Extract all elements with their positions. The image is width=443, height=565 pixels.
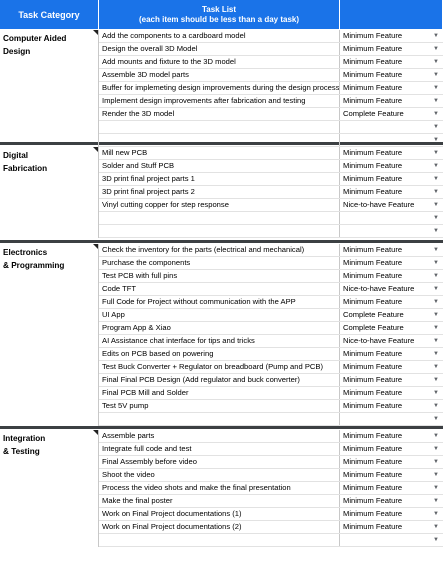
task-cell[interactable]: Buffer for implemeting design improvements during the design process xyxy=(99,82,340,94)
priority-value: Minimum Feature xyxy=(343,245,403,254)
chevron-down-icon[interactable]: ▼ xyxy=(433,163,439,169)
chevron-down-icon[interactable]: ▼ xyxy=(433,46,439,52)
priority-value: Minimum Feature xyxy=(343,271,403,280)
priority-dropdown[interactable] xyxy=(340,534,443,546)
chevron-down-icon[interactable]: ▼ xyxy=(433,111,439,117)
priority-value: Minimum Feature xyxy=(343,457,403,466)
table-row xyxy=(99,147,443,160)
priority-value: Nice-to-have Feature xyxy=(343,284,415,293)
task-cell[interactable] xyxy=(99,413,340,425)
task-cell[interactable] xyxy=(99,134,340,146)
priority-dropdown[interactable] xyxy=(340,335,443,347)
table-row xyxy=(99,335,443,348)
priority-dropdown[interactable] xyxy=(340,443,443,455)
chevron-down-icon[interactable]: ▼ xyxy=(433,446,439,452)
table-row xyxy=(99,400,443,413)
table-row xyxy=(99,257,443,270)
priority-dropdown[interactable] xyxy=(340,270,443,282)
task-cell[interactable]: Design the overall 3D Model xyxy=(99,43,340,55)
priority-value: Minimum Feature xyxy=(343,258,403,267)
section-separator xyxy=(0,426,443,429)
priority-dropdown[interactable] xyxy=(340,56,443,68)
chevron-down-icon[interactable]: ▼ xyxy=(433,137,439,143)
priority-value: Minimum Feature xyxy=(343,470,403,479)
task-section xyxy=(0,30,443,147)
priority-value: Minimum Feature xyxy=(343,174,403,183)
note-marker-icon[interactable] xyxy=(93,147,98,152)
priority-dropdown[interactable] xyxy=(340,296,443,308)
chevron-down-icon[interactable]: ▼ xyxy=(433,537,439,543)
chevron-down-icon[interactable]: ▼ xyxy=(433,72,439,78)
task-rows xyxy=(99,244,443,426)
table-row xyxy=(99,270,443,283)
chevron-down-icon[interactable]: ▼ xyxy=(433,176,439,182)
task-cell[interactable]: Add mounts and fixture to the 3D model xyxy=(99,56,340,68)
chevron-down-icon[interactable]: ▼ xyxy=(433,377,439,383)
table-row xyxy=(99,348,443,361)
task-cell[interactable]: Assemble 3D model parts xyxy=(99,69,340,81)
priority-value: Minimum Feature xyxy=(343,297,403,306)
priority-value: Nice-to-have Feature xyxy=(343,336,415,345)
task-cell[interactable]: Work on Final Project documentations (1) xyxy=(99,508,340,520)
priority-dropdown[interactable] xyxy=(340,186,443,198)
priority-dropdown[interactable] xyxy=(340,108,443,120)
table-row xyxy=(99,56,443,69)
note-marker-icon[interactable] xyxy=(93,244,98,249)
table-row xyxy=(99,430,443,443)
priority-dropdown[interactable] xyxy=(340,374,443,386)
table-row xyxy=(99,456,443,469)
task-cell[interactable]: Test PCB with full pins xyxy=(99,270,340,282)
priority-dropdown[interactable] xyxy=(340,244,443,256)
priority-dropdown[interactable] xyxy=(340,387,443,399)
chevron-down-icon[interactable]: ▼ xyxy=(433,472,439,478)
priority-value: Minimum Feature xyxy=(343,522,403,531)
column-header-task-list[interactable] xyxy=(99,0,340,29)
priority-dropdown[interactable] xyxy=(340,82,443,94)
task-cell[interactable]: Edits on PCB based on powering xyxy=(99,348,340,360)
chevron-down-icon[interactable]: ▼ xyxy=(433,189,439,195)
column-header-priority[interactable] xyxy=(340,0,443,29)
task-cell[interactable]: Shoot the video xyxy=(99,469,340,481)
task-cell[interactable] xyxy=(99,534,340,546)
priority-dropdown[interactable] xyxy=(340,69,443,81)
chevron-down-icon[interactable]: ▼ xyxy=(433,85,439,91)
chevron-down-icon[interactable]: ▼ xyxy=(433,433,439,439)
priority-value: Minimum Feature xyxy=(343,496,403,505)
task-cell[interactable]: Program App & Xiao xyxy=(99,322,340,334)
category-cell[interactable] xyxy=(0,430,99,547)
priority-value: Complete Feature xyxy=(343,310,404,319)
table-row xyxy=(99,134,443,147)
chevron-down-icon[interactable]: ▼ xyxy=(433,202,439,208)
chevron-down-icon[interactable]: ▼ xyxy=(433,286,439,292)
task-cell[interactable]: 3D print final project parts 2 xyxy=(99,186,340,198)
chevron-down-icon[interactable]: ▼ xyxy=(433,416,439,422)
table-row xyxy=(99,387,443,400)
category-cell[interactable] xyxy=(0,147,99,238)
priority-dropdown[interactable] xyxy=(340,456,443,468)
chevron-down-icon[interactable]: ▼ xyxy=(433,150,439,156)
table-row xyxy=(99,495,443,508)
task-cell[interactable]: Code TFT xyxy=(99,283,340,295)
chevron-down-icon[interactable]: ▼ xyxy=(433,215,439,221)
priority-value: Minimum Feature xyxy=(343,148,403,157)
priority-value: Minimum Feature xyxy=(343,349,403,358)
priority-dropdown[interactable] xyxy=(340,348,443,360)
chevron-down-icon[interactable]: ▼ xyxy=(433,59,439,65)
task-section xyxy=(0,147,443,238)
chevron-down-icon[interactable]: ▼ xyxy=(433,403,439,409)
task-cell[interactable]: Assemble parts xyxy=(99,430,340,442)
priority-value: Complete Feature xyxy=(343,109,404,118)
priority-dropdown[interactable] xyxy=(340,95,443,107)
task-category-label: Task Category xyxy=(18,9,80,20)
priority-dropdown[interactable] xyxy=(340,400,443,412)
priority-dropdown[interactable] xyxy=(340,134,443,146)
priority-dropdown[interactable] xyxy=(340,147,443,159)
priority-value: Minimum Feature xyxy=(343,161,403,170)
task-cell[interactable]: Add the components to a cardboard model xyxy=(99,30,340,42)
priority-value: Minimum Feature xyxy=(343,362,403,371)
task-rows xyxy=(99,430,443,547)
chevron-down-icon[interactable]: ▼ xyxy=(433,299,439,305)
table-row xyxy=(99,225,443,238)
task-cell[interactable] xyxy=(99,212,340,224)
column-header-task-category[interactable] xyxy=(0,0,99,29)
priority-dropdown[interactable] xyxy=(340,495,443,507)
priority-dropdown[interactable] xyxy=(340,309,443,321)
priority-dropdown[interactable] xyxy=(340,225,443,237)
table-row xyxy=(99,186,443,199)
priority-dropdown[interactable] xyxy=(340,199,443,211)
category-label: Computer Aided Design xyxy=(3,34,67,56)
chevron-down-icon[interactable]: ▼ xyxy=(433,364,439,370)
table-row xyxy=(99,361,443,374)
task-cell[interactable]: Test Buck Converter + Regulator on breadboard (Pump and PCB) xyxy=(99,361,340,373)
chevron-down-icon[interactable]: ▼ xyxy=(433,33,439,39)
task-cell[interactable]: Make the final poster xyxy=(99,495,340,507)
priority-value: Minimum Feature xyxy=(343,401,403,410)
priority-value: Minimum Feature xyxy=(343,509,403,518)
category-label: Digital Fabrication xyxy=(3,151,48,173)
priority-dropdown[interactable] xyxy=(340,430,443,442)
category-cell[interactable] xyxy=(0,30,99,147)
priority-value: Minimum Feature xyxy=(343,70,403,79)
priority-value: Minimum Feature xyxy=(343,388,403,397)
chevron-down-icon[interactable]: ▼ xyxy=(433,228,439,234)
priority-value: Minimum Feature xyxy=(343,44,403,53)
task-cell[interactable]: Full Code for Project without communication with the APP xyxy=(99,296,340,308)
table-row xyxy=(99,322,443,335)
table-row xyxy=(99,108,443,121)
chevron-down-icon[interactable]: ▼ xyxy=(433,247,439,253)
task-cell[interactable]: Purchase the components xyxy=(99,257,340,269)
priority-value: Minimum Feature xyxy=(343,187,403,196)
chevron-down-icon[interactable]: ▼ xyxy=(433,524,439,530)
task-list-subtitle: (each item should be less than a day task) xyxy=(138,14,300,24)
table-row xyxy=(99,469,443,482)
table-row xyxy=(99,30,443,43)
table-row xyxy=(99,296,443,309)
table-row xyxy=(99,482,443,495)
header-row xyxy=(0,0,443,29)
task-cell[interactable]: Integrate full code and test xyxy=(99,443,340,455)
category-label: Integration & Testing xyxy=(3,434,46,456)
task-rows xyxy=(99,30,443,147)
table-row xyxy=(99,374,443,387)
task-rows xyxy=(99,147,443,238)
chevron-down-icon[interactable]: ▼ xyxy=(433,98,439,104)
priority-value: Nice-to-have Feature xyxy=(343,200,415,209)
task-cell[interactable]: Implement design improvements after fabrication and testing xyxy=(99,95,340,107)
table-row xyxy=(99,521,443,534)
priority-value: Complete Feature xyxy=(343,323,404,332)
table-row xyxy=(99,508,443,521)
task-cell[interactable] xyxy=(99,225,340,237)
table-row xyxy=(99,212,443,225)
task-cell[interactable]: Work on Final Project documentations (2) xyxy=(99,521,340,533)
table-row xyxy=(99,69,443,82)
chevron-down-icon[interactable]: ▼ xyxy=(433,498,439,504)
priority-dropdown[interactable] xyxy=(340,30,443,42)
table-row xyxy=(99,199,443,212)
task-cell[interactable]: Solder and Stuff PCB xyxy=(99,160,340,172)
priority-value: Minimum Feature xyxy=(343,96,403,105)
chevron-down-icon[interactable]: ▼ xyxy=(433,390,439,396)
priority-dropdown[interactable] xyxy=(340,508,443,520)
priority-dropdown[interactable] xyxy=(340,413,443,425)
priority-dropdown[interactable] xyxy=(340,521,443,533)
table-row xyxy=(99,283,443,296)
priority-dropdown[interactable] xyxy=(340,257,443,269)
task-cell[interactable] xyxy=(99,121,340,133)
priority-dropdown[interactable] xyxy=(340,482,443,494)
priority-dropdown[interactable] xyxy=(340,43,443,55)
table-row xyxy=(99,413,443,426)
task-cell[interactable]: Final Assembly before video xyxy=(99,456,340,468)
priority-dropdown[interactable] xyxy=(340,469,443,481)
task-cell[interactable]: Final PCB Mill and Solder xyxy=(99,387,340,399)
chevron-down-icon[interactable]: ▼ xyxy=(433,338,439,344)
table-row xyxy=(99,82,443,95)
task-list-label: Task List xyxy=(201,4,237,14)
section-separator xyxy=(0,240,443,243)
task-cell[interactable]: UI App xyxy=(99,309,340,321)
priority-value: Minimum Feature xyxy=(343,57,403,66)
priority-value: Minimum Feature xyxy=(343,83,403,92)
table-row xyxy=(99,443,443,456)
task-cell[interactable]: AI Assistance chat interface for tips and tricks xyxy=(99,335,340,347)
table-row xyxy=(99,160,443,173)
table-row xyxy=(99,43,443,56)
task-cell[interactable]: Check the inventory for the parts (electrical and mechanical) xyxy=(99,244,340,256)
table-row xyxy=(99,534,443,547)
chevron-down-icon[interactable]: ▼ xyxy=(433,312,439,318)
chevron-down-icon[interactable]: ▼ xyxy=(433,260,439,266)
chevron-down-icon[interactable]: ▼ xyxy=(433,485,439,491)
chevron-down-icon[interactable]: ▼ xyxy=(433,459,439,465)
priority-value: Minimum Feature xyxy=(343,444,403,453)
category-label: Electronics & Programming xyxy=(3,248,65,270)
chevron-down-icon[interactable]: ▼ xyxy=(433,511,439,517)
priority-dropdown[interactable] xyxy=(340,121,443,133)
table-row xyxy=(99,173,443,186)
note-marker-icon[interactable] xyxy=(93,30,98,35)
priority-value: Minimum Feature xyxy=(343,31,403,40)
note-marker-icon[interactable] xyxy=(93,430,98,435)
priority-dropdown[interactable] xyxy=(340,212,443,224)
table-row xyxy=(99,309,443,322)
priority-dropdown[interactable] xyxy=(340,283,443,295)
priority-value: Minimum Feature xyxy=(343,431,403,440)
chevron-down-icon[interactable]: ▼ xyxy=(433,351,439,357)
task-cell[interactable]: Mill new PCB xyxy=(99,147,340,159)
priority-value: Minimum Feature xyxy=(343,483,403,492)
table-row xyxy=(99,121,443,134)
task-cell[interactable]: Test 5V pump xyxy=(99,400,340,412)
task-cell[interactable]: Vinyl cutting copper for step response xyxy=(99,199,340,211)
task-cell[interactable]: Process the video shots and make the final presentation xyxy=(99,482,340,494)
category-cell[interactable] xyxy=(0,244,99,426)
priority-dropdown[interactable] xyxy=(340,160,443,172)
task-cell[interactable]: 3D print final project parts 1 xyxy=(99,173,340,185)
task-cell[interactable]: Render the 3D model xyxy=(99,108,340,120)
table-row xyxy=(99,244,443,257)
task-section xyxy=(0,244,443,426)
task-cell[interactable]: Final Final PCB Design (Add regulator and buck converter) xyxy=(99,374,340,386)
task-section xyxy=(0,430,443,547)
priority-value: Minimum Feature xyxy=(343,375,403,384)
priority-dropdown[interactable] xyxy=(340,322,443,334)
table-row xyxy=(99,95,443,108)
chevron-down-icon[interactable]: ▼ xyxy=(433,325,439,331)
priority-dropdown[interactable] xyxy=(340,361,443,373)
chevron-down-icon[interactable]: ▼ xyxy=(433,273,439,279)
chevron-down-icon[interactable]: ▼ xyxy=(433,124,439,130)
priority-dropdown[interactable] xyxy=(340,173,443,185)
